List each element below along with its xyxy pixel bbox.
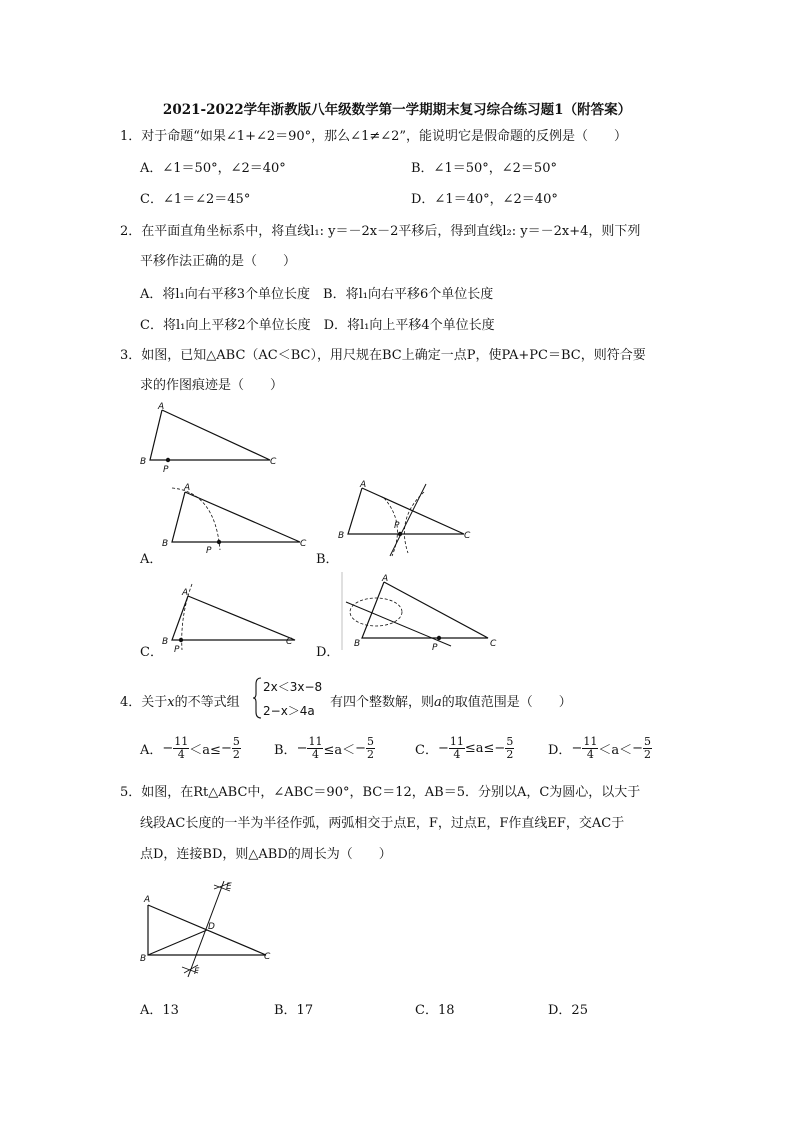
fraction: $\frac{5}{2}$ [232, 735, 240, 761]
q4-mid: 的不等式组 [174, 695, 240, 710]
relation: ＜a＜ [598, 743, 633, 758]
minus-sign: − [296, 741, 308, 756]
q4-suffix: 有四个整数解，则 [330, 695, 435, 710]
relation: ≤a≤ [464, 741, 495, 756]
point-p [398, 532, 402, 536]
label-c: C [264, 952, 271, 962]
q4-option [140, 736, 241, 761]
triangle-abc [150, 410, 270, 460]
triangle-abc [172, 492, 300, 542]
label-a: A [184, 483, 191, 493]
q5-option-b: B．17 [274, 1003, 314, 1018]
label-c: C [464, 531, 471, 541]
q5-stem-line3: 点D，连接BD，则△ABD的周长为（ ） [140, 847, 392, 862]
q3-option-a: A． [140, 552, 163, 567]
fraction: $\frac{5}{2}$ [367, 735, 375, 761]
q5-stem-line1: 5．如图，在Rt△ABC中，∠ABC＝90°，BC＝12，AB＝5．分别以A，C为圆心，以大于 [120, 785, 641, 800]
q3-stem-line2: 求的作图痕迹是（ ） [140, 378, 284, 393]
fraction: $\frac{11}{4}$ [308, 735, 323, 761]
q2-options-ab: A．将l₁向右平移3个单位长度 B．将l₁向右平移6个单位长度 [140, 287, 494, 302]
label-a: A [360, 480, 367, 490]
label-p: P [174, 645, 180, 655]
fraction: $\frac{11}{4}$ [174, 735, 189, 761]
q5-option-d: D．25 [548, 1003, 588, 1018]
fraction: $\frac{11}{4}$ [449, 735, 464, 761]
minus-sign: − [632, 741, 644, 756]
label-a: A [158, 402, 165, 412]
q4-option [274, 736, 375, 761]
line-ef [188, 881, 224, 977]
q1-option-a: A．∠1＝50°，∠2＝40° [140, 161, 286, 176]
label-b: B [338, 531, 345, 541]
label-b: B [162, 637, 169, 647]
q1-stem: 1．对于命题“如果∠1+∠2＝90°，那么∠1≠∠2”，能说明它是假命题的反例是（ ） [120, 129, 628, 144]
q4-prefix: 4．关于 [120, 695, 168, 710]
label-d: D [208, 922, 215, 932]
option-letter: C． [415, 743, 438, 758]
q3-option-d-figure [336, 570, 511, 655]
label-b: B [140, 954, 147, 964]
triangle-abc [348, 488, 464, 534]
minus-sign: − [437, 741, 449, 756]
label-p: P [206, 546, 212, 556]
option-letter: A． [140, 743, 163, 758]
q3-option-b-figure [336, 478, 486, 560]
label-f: F [194, 967, 200, 977]
label-c: C [270, 457, 277, 467]
label-a: A [182, 588, 189, 598]
q1-option-d: D．∠1＝40°，∠2＝40° [411, 192, 558, 207]
q3-stem-line1: 3．如图，已知△ABC（AC＜BC），用尺规在BC上确定一点P，使PA+PC＝BC，则符合要 [120, 348, 646, 363]
point-p [179, 638, 183, 642]
page-title: 2021-2022学年浙教版八年级数学第一学期期末复习综合练习题1（附答案） [162, 102, 632, 118]
option-letter: D． [548, 743, 572, 758]
construction-arc [404, 492, 424, 553]
q4-option [548, 736, 652, 761]
q2-stem-line2: 平移作法正确的是（ ） [140, 254, 297, 269]
q4-ineq-2: 2−x＞4a [263, 704, 315, 718]
label-p: P [163, 465, 169, 475]
q1-option-b: B．∠1＝50°，∠2＝50° [411, 161, 557, 176]
label-c: C [286, 637, 293, 647]
point-p [166, 458, 170, 462]
label-b: B [162, 539, 169, 549]
q5-option-a: A．13 [140, 1003, 179, 1018]
minus-sign: − [494, 741, 506, 756]
q4-stem [120, 691, 240, 710]
label-b: B [140, 457, 147, 467]
q4-stem-tail [330, 691, 572, 710]
q3-main-figure [140, 400, 290, 475]
minus-sign: − [571, 741, 583, 756]
q2-stem-line1: 2．在平面直角坐标系中，将直线l₁: y＝－2x－2平移后，得到直线l₂: y＝－2x+4，则下列 [120, 224, 641, 239]
q3-option-d: D． [316, 645, 340, 660]
option-letter: B． [274, 743, 297, 758]
q3-option-c: C． [140, 645, 163, 660]
triangle-abc [362, 582, 488, 638]
point-p [437, 636, 441, 640]
label-a: A [382, 574, 389, 584]
label-c: C [300, 539, 307, 549]
q4-suffix2: 的取值范围是（ ） [441, 695, 572, 710]
q3-option-a-figure [160, 480, 315, 560]
minus-sign: − [220, 741, 232, 756]
q5-figure [138, 875, 278, 983]
minus-sign: − [162, 741, 174, 756]
label-e: E [226, 882, 232, 892]
relation: ＜a≤ [189, 743, 221, 758]
fraction: $\frac{5}{2}$ [644, 735, 652, 761]
label-p: P [432, 643, 438, 653]
label-a: A [144, 895, 151, 905]
q2-options-cd: C．将l₁向上平移2个单位长度 D．将l₁向上平移4个单位长度 [140, 318, 495, 333]
label-c: C [490, 639, 497, 649]
q3-option-b: B． [316, 552, 339, 567]
q4-var-a: a [434, 695, 442, 710]
fraction: $\frac{5}{2}$ [506, 735, 514, 761]
triangle-abc [172, 596, 295, 640]
q4-var-x: x [167, 695, 175, 710]
label-p: P [394, 521, 400, 531]
minus-sign: − [355, 741, 367, 756]
label-b: B [354, 639, 361, 649]
brace-icon [252, 676, 262, 720]
point-p [217, 540, 221, 544]
q1-option-c: C．∠1＝∠2＝45° [140, 192, 251, 207]
q4-ineq-1: 2x＜3x−8 [263, 680, 323, 694]
fraction: $\frac{11}{4}$ [583, 735, 598, 761]
q5-option-c: C．18 [415, 1003, 455, 1018]
q5-stem-line2: 线段AC长度的一半为半径作弧，两弧相交于点E，F，过点E，F作直线EF，交AC于 [140, 816, 625, 831]
q3-option-c-figure [160, 578, 310, 656]
relation: ≤a＜ [323, 743, 356, 758]
q4-option [415, 736, 514, 761]
